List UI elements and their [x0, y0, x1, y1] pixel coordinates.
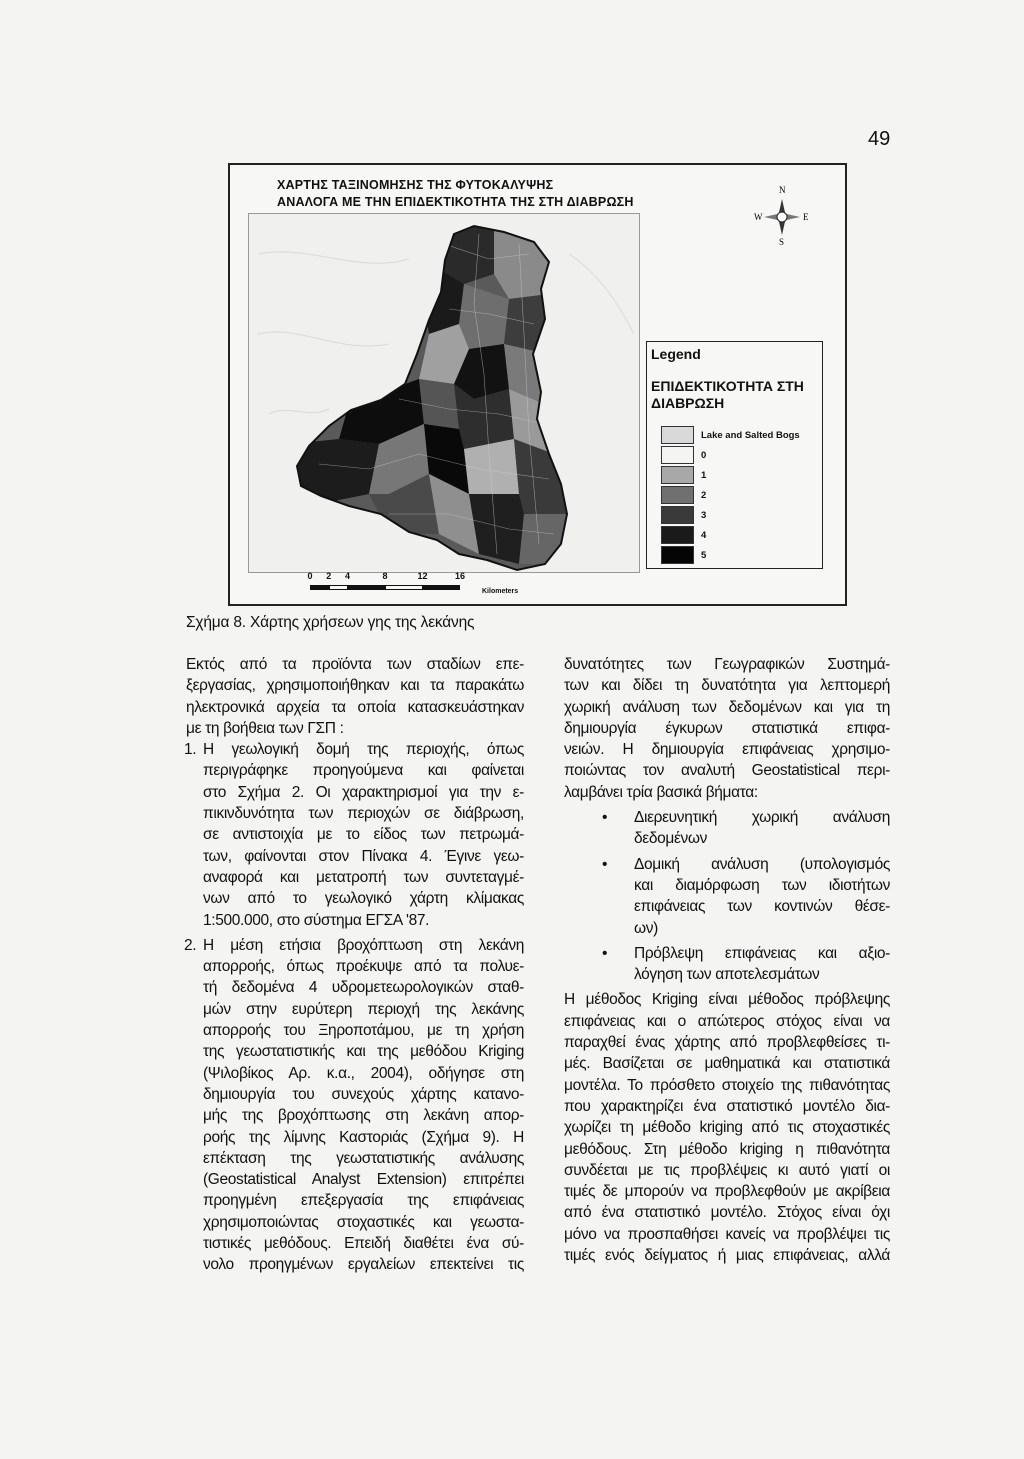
paragraph [564, 654, 890, 803]
text-line: μοντέλα. Το πρόσθετο στοιχείο της πιθανότητας [564, 1076, 890, 1094]
scale-segment [385, 585, 423, 590]
text-line: και διαμόρφωση των ιδιοτήτων [634, 876, 890, 894]
text-line: των και δίδει τη δυνατότητα για λεπτομερή [564, 677, 890, 695]
legend-swatch [661, 426, 694, 444]
text-line: ηλεκτρονικά αρχεία τα οποία κατασκευάστηκαν [186, 698, 524, 716]
text-line: μεθόδους. Στη μέθοδο kriging η πιθανότητα [564, 1140, 890, 1158]
list-item-2 [186, 935, 524, 1276]
scale-tick-label: 8 [382, 571, 388, 581]
scale-tick-label: 12 [417, 571, 428, 581]
right-column [564, 654, 890, 1266]
bullet-icon: • [602, 944, 608, 962]
scale-segment [423, 585, 461, 590]
map-legend [646, 341, 823, 569]
list-number: 2. [184, 936, 197, 954]
bullet-icon: • [602, 855, 608, 873]
text-line: 1:500.000, στο σύστημα ΕΓΣΑ '87. [203, 911, 430, 929]
legend-swatch [661, 526, 694, 544]
legend-title: Legend [651, 346, 701, 362]
text-line: αναφορά και μετατροπή των συντεταγμέ- [203, 868, 524, 886]
text-line: σε αντιστοιχία με το είδος των πετρωμά- [203, 826, 524, 844]
bullet-text [634, 807, 890, 850]
legend-label: 0 [701, 450, 707, 461]
text-line: στο Σχήμα 2. Οι χαρακτηρισμοί για την ε- [203, 783, 524, 801]
compass-w: W [754, 212, 763, 222]
text-line: Η μέθοδος Kriging είναι μέθοδος πρόβλεψης [564, 991, 890, 1009]
text-line: Πρόβλεψη επιφάνειας και αξιο- [634, 944, 890, 962]
text-line: μόνο να προσπαθήσει κανείς να προβλέψει τις [564, 1225, 890, 1243]
text-line: από ένα στατιστικό μοντέλο. Στόχος είναι όχι [564, 1204, 890, 1222]
text-line: απορροής του Ξηροποτάμου, με τη χρήση [203, 1022, 524, 1040]
scale-unit: Kilometers [482, 588, 519, 595]
text-line: χωρική ανάλυση των δεδομένων και για τη [564, 698, 890, 716]
bullet-item [564, 854, 890, 939]
left-column [186, 654, 524, 1276]
legend-label: 3 [701, 510, 707, 521]
text-line: Διερευνητική χωρική ανάλυση [634, 809, 890, 827]
legend-label: 1 [701, 470, 707, 481]
legend-label: Lake and Salted Bogs [701, 430, 800, 441]
text-line: ξεργασίας, χρησιμοποιήθηκαν και τα παρακάτω [186, 677, 524, 695]
map-figure [228, 163, 847, 606]
legend-subtitle: ΕΠΙΔΕΚΤΙΚΟΤΗΤΑ ΣΤΗ ΔΙΑΒΡΩΣΗ [651, 378, 804, 411]
text-line: τιμές ενός δείγματος ή μιας επιφάνειας, αλλά [564, 1247, 890, 1265]
text-line: με τη βοήθεια των ΓΣΠ : [186, 719, 344, 737]
text-line: ων) [634, 919, 658, 937]
text-line: Η μέση ετήσια βροχόπτωση στη λεκάνη [203, 936, 524, 954]
bullet-list [564, 807, 890, 985]
text-line: (Ψιλοβίκος Αρ. κ.α., 2004), οδήγησε στη [203, 1064, 524, 1082]
text-line: ροής της λίμνης Καστοριάς (Σχήμα 9). Η [203, 1128, 524, 1146]
paragraph [564, 989, 890, 1266]
text-line: λαμβάνει τρία βασικά βήματα: [564, 783, 758, 801]
north-arrow-icon [752, 179, 812, 249]
bullet-text [634, 854, 890, 939]
list-item-1 [186, 739, 524, 931]
text-line: δεδομένων [634, 830, 708, 848]
text-line: δημιουργία έγκυρων στατιστικά επιφα- [564, 719, 890, 737]
map-title-line-1: ΧΑΡΤΗΣ ΤΑΞΙΝΟΜΗΣΗΣ ΤΗΣ ΦΥΤΟΚΑΛΥΨΗΣ [277, 178, 554, 192]
figure-caption: Σχήμα 8. Χάρτης χρήσεων γης της λεκάνης [186, 614, 475, 631]
text-line: μής της βροχόπτωσης στη λεκάνη απορ- [203, 1107, 524, 1125]
text-line: προηγμένη επεξεργασία της επιφάνειας [203, 1192, 524, 1210]
legend-swatch [661, 466, 694, 484]
text-line: Η γεωλογική δομή της περιοχής, όπως [203, 741, 524, 759]
text-line: επιφάνειας των κοντινών θέσε- [634, 898, 890, 916]
text-line: περιγράφηκε προηγούμενα και φαίνεται [203, 762, 524, 780]
text-line: τιμές δε μπορούν να προβλεφθούν με ακρίβεια [564, 1183, 890, 1201]
text-line: επέκταση της γεωστατιστικής ανάλυσης [203, 1149, 524, 1167]
text-line: μές. Βασίζεται σε μαθηματικά και στατιστικά [564, 1055, 890, 1073]
scale-segment [348, 585, 386, 590]
watershed-map [248, 213, 640, 573]
compass-n: N [779, 185, 786, 195]
compass-e: E [803, 212, 809, 222]
bullet-item [564, 943, 890, 986]
scale-segment [310, 585, 329, 590]
text-line: χρησιμοποιώντας στοχαστικές και γεωστα- [203, 1213, 524, 1231]
page-number: 49 [868, 128, 891, 150]
text-line: νολο προηγμένων εργαλείων επεκτείνει τις [203, 1256, 524, 1274]
text-line: πικινδυνότητα των περιοχών σε διάβρωση, [203, 805, 524, 823]
text-line: ποιώντας τον αναλυτή Geostatistical περι- [564, 762, 890, 780]
list-number: 1. [184, 741, 197, 759]
text-line: τιστικές μεθόδους. Επειδή διαθέτει ένα σύ- [203, 1235, 524, 1253]
text-line: Εκτός από τα προϊόντα των σταδίων επε- [186, 656, 524, 673]
legend-swatch [661, 546, 694, 564]
legend-swatch [661, 446, 694, 464]
text-line: (Geostatistical Analyst Extension) επιτρέπει [203, 1171, 524, 1189]
list-item-text [186, 935, 524, 1276]
scale-bar [307, 571, 610, 601]
text-line: παραχθεί ένας χάρτης από προβλεφθείσες τι- [564, 1034, 890, 1052]
text-line: επιφάνειας και ο απώτερος στόχος είναι να [564, 1012, 890, 1030]
text-line: δυνατότητες των Γεωγραφικών Συστημά- [564, 656, 890, 673]
text-line: δημιουργία του συνεχούς χάρτης κατανο- [203, 1085, 524, 1103]
text-line: απορροής, όπως προέκυψε από τα πολυε- [203, 958, 524, 976]
bullet-icon: • [602, 809, 608, 827]
text-line: λόγηση των αποτελεσμάτων [634, 966, 820, 984]
text-line: των, φαίνονται στον Πίνακα 4. Έγινε γεω- [203, 847, 524, 865]
intro-paragraph [186, 654, 524, 739]
text-line: μών στην ευρύτερη περιοχή της λεκάνης [203, 1000, 524, 1018]
text-line: συνδέεται με τις προβλέψεις κι αυτό γιατί οι [564, 1161, 890, 1179]
legend-swatch [661, 506, 694, 524]
text-line: που χαρακτηρίζει ένα στατιστικό μοντέλο δια- [564, 1097, 890, 1115]
bullet-text [634, 943, 890, 986]
text-line: νειών. Η δημιουργία επιφάνειας χρησιμο- [564, 741, 890, 759]
compass-s: S [779, 237, 785, 247]
scale-tick-label: 2 [326, 571, 332, 581]
list-item-text [186, 739, 524, 931]
text-line: νων από το γεωλογικό χάρτη κλίμακας [203, 890, 524, 908]
legend-swatch [661, 486, 694, 504]
text-line: της γεωστατιστικής και της μεθόδου Kriging [203, 1043, 524, 1061]
watershed-map-image [249, 214, 640, 573]
scale-tick-label: 4 [344, 571, 351, 581]
legend-label: 5 [701, 550, 707, 561]
text-line: Δομική ανάλυση (υπολογισμός [634, 855, 890, 873]
map-title [277, 177, 697, 211]
scale-segment [329, 585, 348, 590]
legend-label: 2 [701, 490, 707, 501]
map-title-line-2: ΑΝΑΛΟΓΑ ΜΕ ΤΗΝ ΕΠΙΔΕΚΤΙΚΟΤΗΤΑ ΤΗΣ ΣΤΗ ΔΙΑΒΡΩΣΗ [277, 195, 634, 209]
scale-tick-label: 0 [307, 571, 313, 581]
legend-label: 4 [701, 530, 707, 541]
text-line: χωρίζει τη μέθοδο kriging από τις στοχαστικές [564, 1119, 890, 1137]
text-line: τή δεδομένα 4 υδρομετεωρολογικών σταθ- [203, 979, 524, 997]
scale-tick-label: 16 [454, 571, 466, 581]
bullet-item [564, 807, 890, 850]
